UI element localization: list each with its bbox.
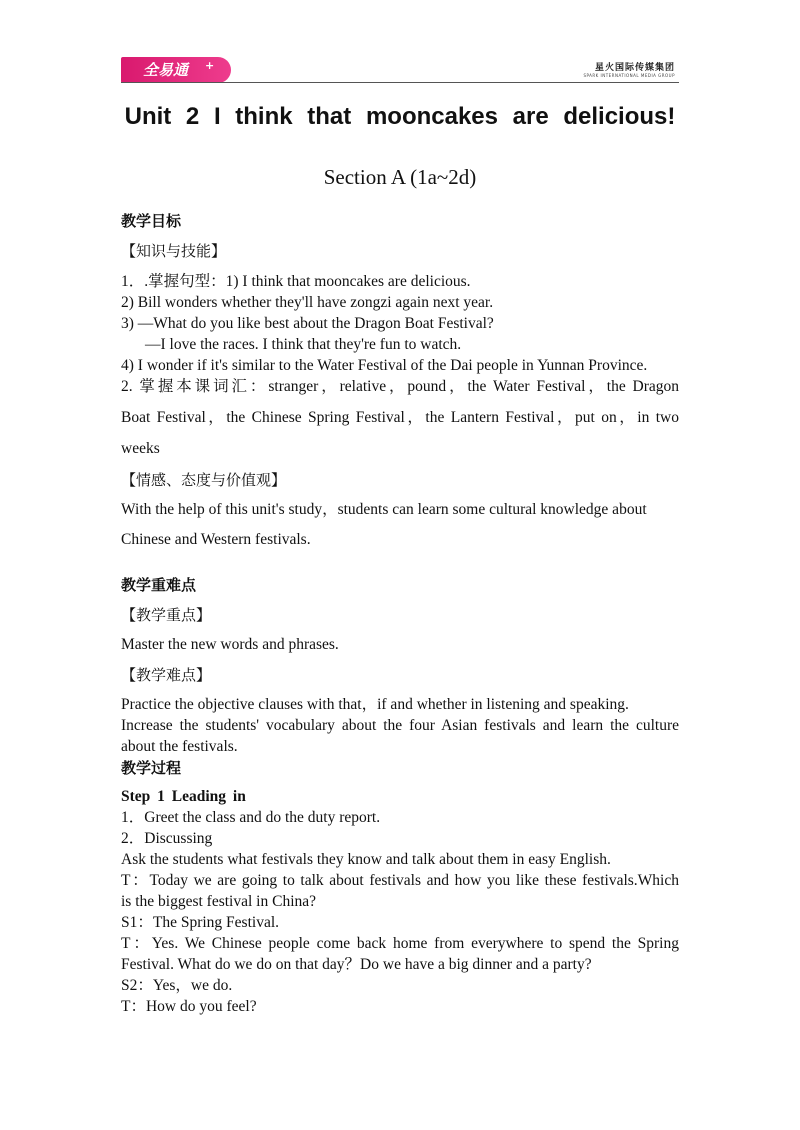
text-line: Chinese and Western festivals. <box>121 531 311 548</box>
text-line: 2．Discussing <box>121 830 213 847</box>
publisher-name: 星火国际传媒集团 <box>594 63 675 73</box>
text-line: weeks <box>121 440 160 457</box>
logo <box>121 57 231 83</box>
subheading-difficult-point: 【教学难点】 <box>121 666 212 684</box>
text-line: Master the new words and phrases. <box>121 636 339 653</box>
publisher-name-en: SPARK INTERNATIONAL MEDIA GROUP <box>583 73 675 78</box>
text-line: S2：Yes，we do. <box>121 977 233 994</box>
section-subtitle: Section A (1a~2d) <box>323 165 477 189</box>
text-line: 1．.掌握句型：1) I think that mooncakes are delicious. <box>121 273 471 290</box>
step-heading: Step 1 Leading in <box>121 788 246 805</box>
text-line: 2. 掌握本课词汇：stranger，relative，pound，the Water Festival，the Dragon <box>121 378 679 395</box>
heading-teaching-process: 教学过程 <box>121 759 182 777</box>
text-line: about the festivals. <box>121 738 238 755</box>
text-line: Increase the students' vocabulary about the four Asian festivals and learn the culture <box>121 717 679 734</box>
subheading-attitudes-values: 【情感、态度与价值观】 <box>121 471 287 489</box>
text-line: 4) I wonder if it's similar to the Water Festival of the Dai people in Yunnan Province. <box>121 357 648 374</box>
text-line: T：Yes. We Chinese people come back home from everywhere to spend the Spring <box>121 935 679 952</box>
page-title: Unit 2 I think that mooncakes are delicious! <box>124 103 676 130</box>
text-line: 3) —What do you like best about the Dragon Boat Festival? <box>121 315 494 332</box>
subheading-knowledge-skills: 【知识与技能】 <box>121 242 227 260</box>
logo-text: 全易通 <box>143 61 189 79</box>
text-line: Boat Festival，the Chinese Spring Festival，the Lantern Festival，put on，in two <box>121 409 679 426</box>
text-line: T：Today we are going to talk about festivals and how you like these festivals.Which <box>121 872 679 889</box>
text-line: Ask the students what festivals they know and talk about them in easy English. <box>121 851 611 868</box>
text-line: T：How do you feel? <box>121 998 257 1015</box>
text-line: S1：The Spring Festival. <box>121 914 280 931</box>
text-line: Practice the objective clauses with that，if and whether in listening and speaking. <box>121 696 629 713</box>
text-line: 2) Bill wonders whether they'll have zongzi again next year. <box>121 294 494 311</box>
logo-mark: + <box>205 59 215 72</box>
text-line: is the biggest festival in China? <box>121 893 317 910</box>
text-line: Festival. What do we do on that day？Do we have a big dinner and a party? <box>121 956 592 973</box>
text-line: 1．Greet the class and do the duty report. <box>121 809 381 826</box>
header-divider <box>121 82 679 83</box>
text-line: —I love the races. I think that they're fun to watch. <box>145 336 462 353</box>
heading-teaching-objectives: 教学目标 <box>121 212 182 230</box>
subheading-key-point: 【教学重点】 <box>121 606 212 624</box>
text-line: With the help of this unit's study，students can learn some cultural knowledge about <box>121 501 647 518</box>
heading-key-points: 教学重难点 <box>121 576 197 594</box>
